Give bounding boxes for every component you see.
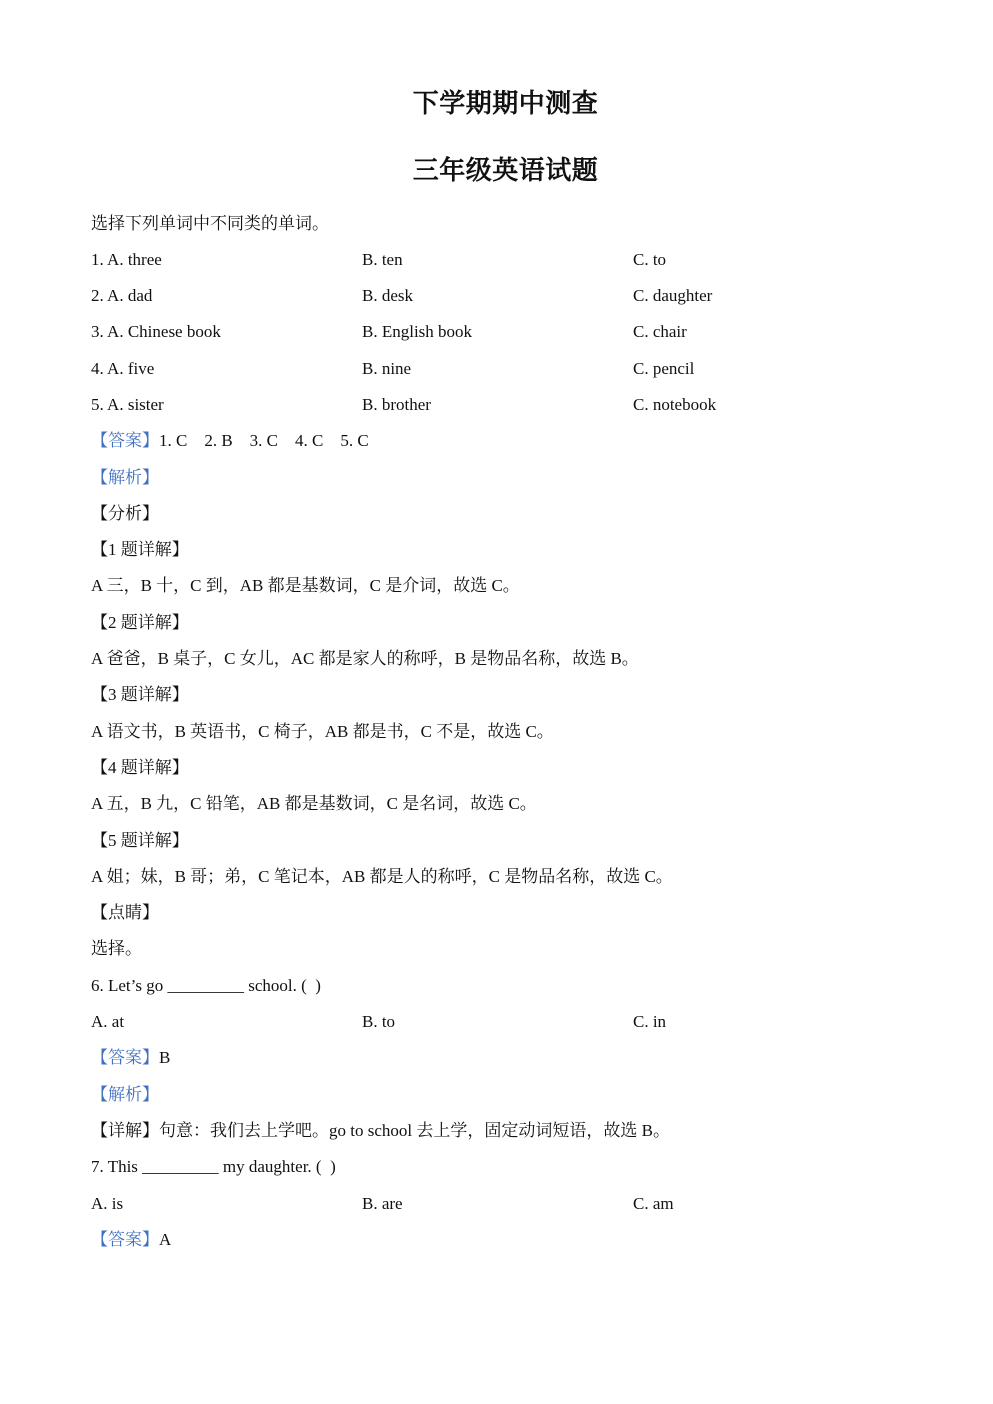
answer-text: 1. C 2. B 3. C 4. C 5. C (159, 431, 369, 451)
option-b: B. desk (362, 286, 413, 306)
option-c: C. chair (633, 322, 687, 342)
page-subtitle: 三年级英语试题 (412, 155, 599, 185)
detail-heading: 【1 题详解】 (91, 540, 189, 560)
answer-label: 【答案】 (91, 431, 159, 451)
option-a: 4. A. five (91, 358, 155, 378)
option-c: C. in (633, 1012, 667, 1032)
answer-line (91, 423, 920, 459)
answer-line (91, 1222, 920, 1258)
option-c: C. notebook (633, 394, 717, 414)
question-7-options (91, 1186, 920, 1222)
detail-heading: 【2 题详解】 (91, 612, 189, 632)
question-row (91, 387, 920, 423)
option-c: C. pencil (633, 358, 695, 378)
answer-text: B (159, 1048, 171, 1068)
detail-text: A 爸爸，B 桌子，C 女儿，AC 都是家人的称呼，B 是物品名称，故选 B。 (91, 649, 639, 669)
analysis-label: 【解析】 (91, 1084, 159, 1104)
option-b: B. to (362, 1012, 396, 1032)
question-row (91, 351, 920, 387)
option-a: 3. A. Chinese book (91, 322, 221, 342)
option-c: C. to (633, 249, 667, 269)
question-6-options (91, 1004, 920, 1040)
option-b: B. English book (362, 322, 473, 342)
option-a: 5. A. sister (91, 394, 164, 414)
answer-label: 【答案】 (91, 1229, 159, 1249)
option-a: A. is (91, 1193, 124, 1213)
section-instruction: 选择下列单词中不同类的单词。 (91, 213, 329, 233)
detail-text: A 姐；妹，B 哥；弟，C 笔记本，AB 都是人的称呼，C 是物品名称，故选 C。 (91, 866, 673, 886)
dianjing-text: 选择。 (91, 939, 142, 959)
option-b: B. nine (362, 358, 412, 378)
detail-text: A 三，B 十，C 到，AB 都是基数词，C 是介词，故选 C。 (91, 576, 520, 596)
question-7-stem: 7. This _________ my daughter. ( ) (91, 1157, 336, 1177)
question-row (91, 314, 920, 350)
detail-line (91, 1113, 920, 1149)
option-c: C. daughter (633, 286, 713, 306)
fenxi-label: 【分析】 (91, 503, 159, 523)
page-content (91, 70, 920, 1259)
detail-text: A 五，B 九，C 铅笔，AB 都是基数词，C 是名词，故选 C。 (91, 794, 537, 814)
option-a: A. at (91, 1012, 125, 1032)
detail-label: 【详解】 (91, 1120, 159, 1140)
question-row (91, 242, 920, 278)
page-title: 下学期期中测查 (412, 88, 599, 118)
option-b: B. ten (362, 249, 403, 269)
detail-heading: 【4 题详解】 (91, 757, 189, 777)
detail-heading: 【3 题详解】 (91, 685, 189, 705)
detail-heading: 【5 题详解】 (91, 830, 189, 850)
detail-text: 句意：我们去上学吧。go to school 去上学，固定动词短语，故选 B。 (159, 1120, 670, 1140)
question-row (91, 278, 920, 314)
answer-text: A (159, 1229, 172, 1249)
option-a: 1. A. three (91, 249, 162, 269)
option-b: B. brother (362, 394, 431, 414)
option-a: 2. A. dad (91, 286, 153, 306)
analysis-label: 【解析】 (91, 467, 159, 487)
dianjing-label: 【点睛】 (91, 903, 159, 923)
answer-line (91, 1040, 920, 1076)
detail-text: A 语文书，B 英语书，C 椅子，AB 都是书，C 不是，故选 C。 (91, 721, 554, 741)
option-b: B. are (362, 1193, 403, 1213)
answer-label: 【答案】 (91, 1048, 159, 1068)
option-c: C. am (633, 1193, 674, 1213)
question-6-stem: 6. Let’s go _________ school. ( ) (91, 975, 321, 995)
